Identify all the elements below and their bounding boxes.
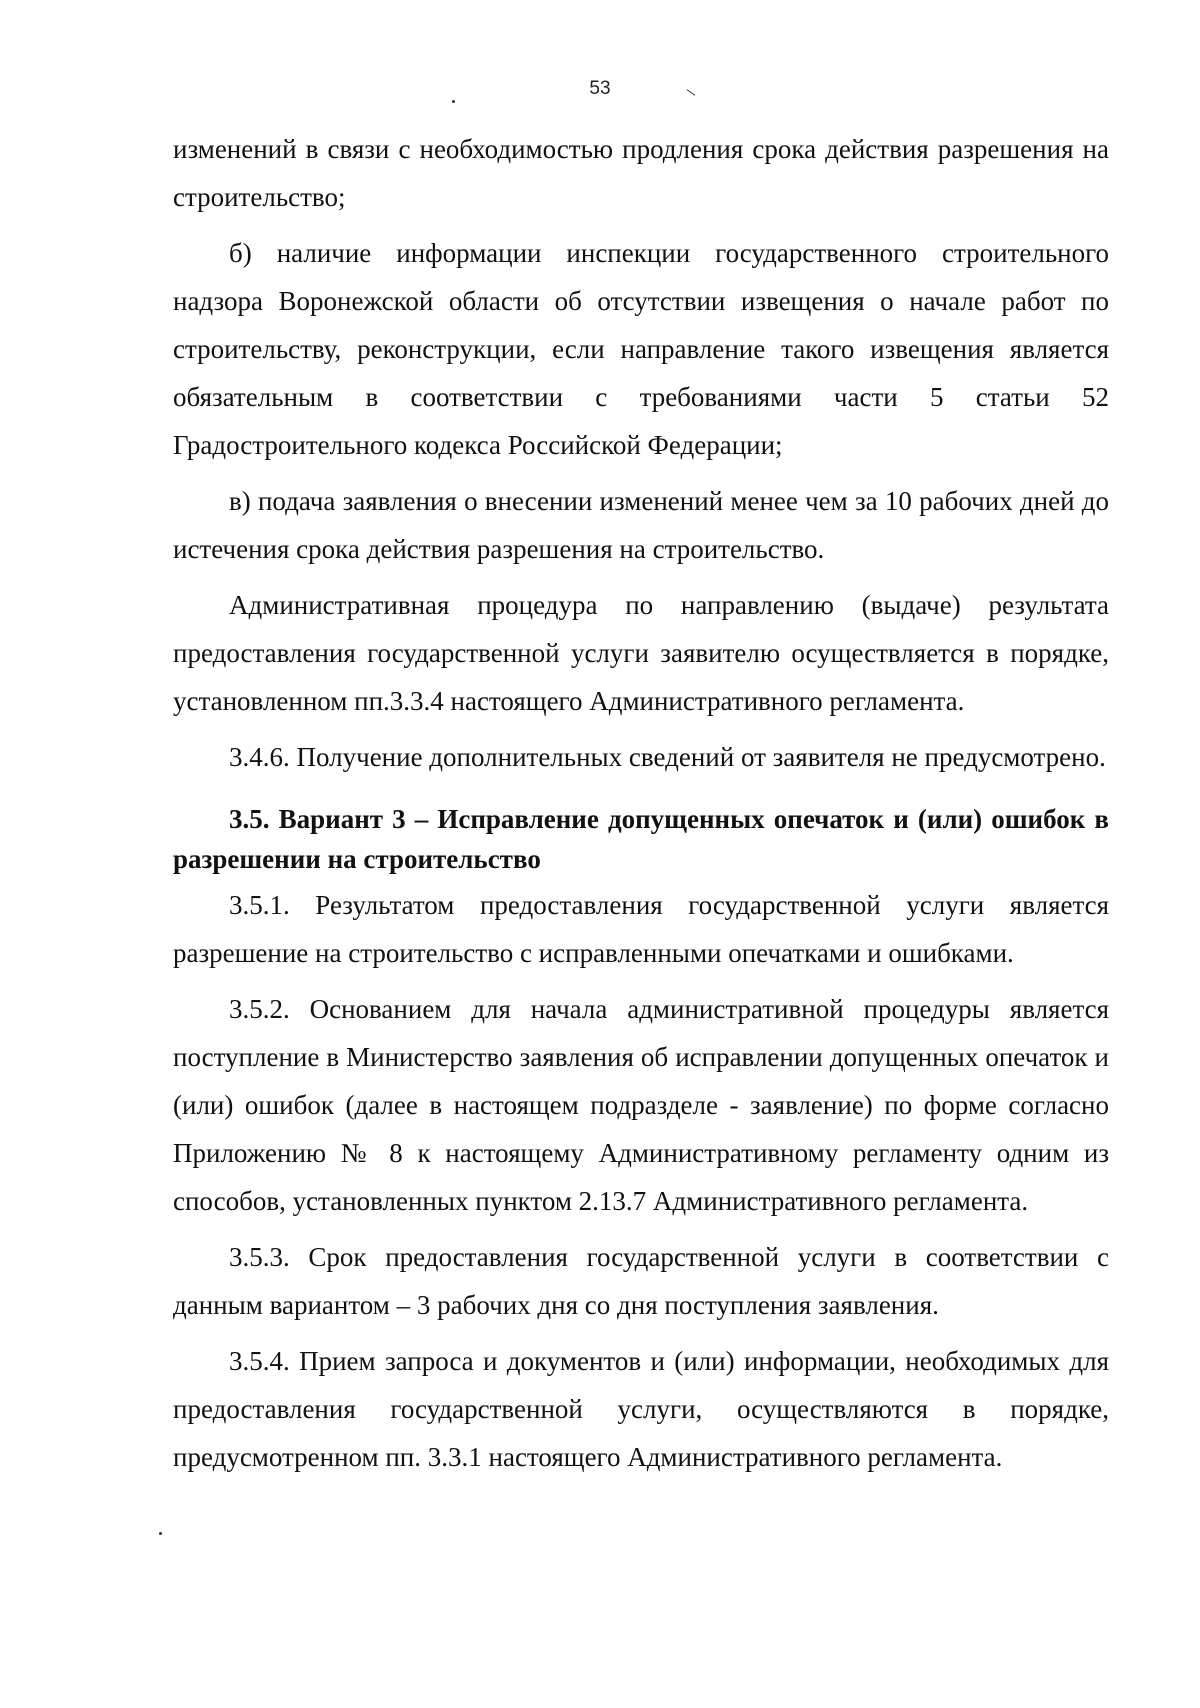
section-heading-3-5: 3.5. Вариант 3 – Исправление допущенных опечаток и (или) ошибок в разрешении на строительство (173, 804, 1109, 874)
page-number: 53 (589, 78, 611, 99)
paragraph-item-b: б) наличие информации инспекции государственного строительного надзора Воронежской области об отсутствии извещения о начале работ по строительству, реконструкции, если направление такого извещения является обязательным в соответствии с требованиями части 5 статьи 52 Градостроительного кодекса Российской Федерации; (173, 238, 1109, 460)
scan-artifact-dot (159, 1532, 162, 1535)
document-body (173, 125, 1109, 1487)
paragraph-continuation: изменений в связи с необходимостью продления срока действия разрешения на строительство; (173, 134, 1109, 212)
paragraph-item-v: в) подача заявления о внесении изменений менее чем за 10 рабочих дней до истечения срока действия разрешения на строительство. (173, 486, 1109, 564)
paragraph-3-4-6: 3.4.6. Получение дополнительных сведений от заявителя не предусмотрено. (229, 742, 1106, 772)
scan-artifact-dot (452, 100, 455, 103)
paragraph-3-5-1: 3.5.1. Результатом предоставления государственной услуги является разрешение на строительство с исправленными опечатками и ошибками. (173, 890, 1109, 968)
paragraph-3-5-4: 3.5.4. Прием запроса и документов и (или) информации, необходимых для предоставления государственной услуги, осуществляются в порядке, предусмотренном пп. 3.3.1 настоящего Административного регламента. (173, 1346, 1109, 1472)
paragraph-procedure: Административная процедура по направлению (выдаче) результата предоставления государственной услуги заявителю осуществляется в порядке, установленном пп.3.3.4 настоящего Административного регламента. (173, 590, 1109, 716)
paragraph-3-5-3: 3.5.3. Срок предоставления государственной услуги в соответствии с данным вариантом – 3 рабочих дня со дня поступления заявления. (173, 1242, 1109, 1320)
paragraph-3-5-2: 3.5.2. Основанием для начала административной процедуры является поступление в Министерство заявления об исправлении допущенных опечаток и (или) ошибок (далее в настоящем подразделе - заявление) по форме согласно Приложению № 8 к настоящему Административному регламенту одним из способов, установленных пунктом 2.13.7 Административного регламента. (173, 994, 1109, 1216)
